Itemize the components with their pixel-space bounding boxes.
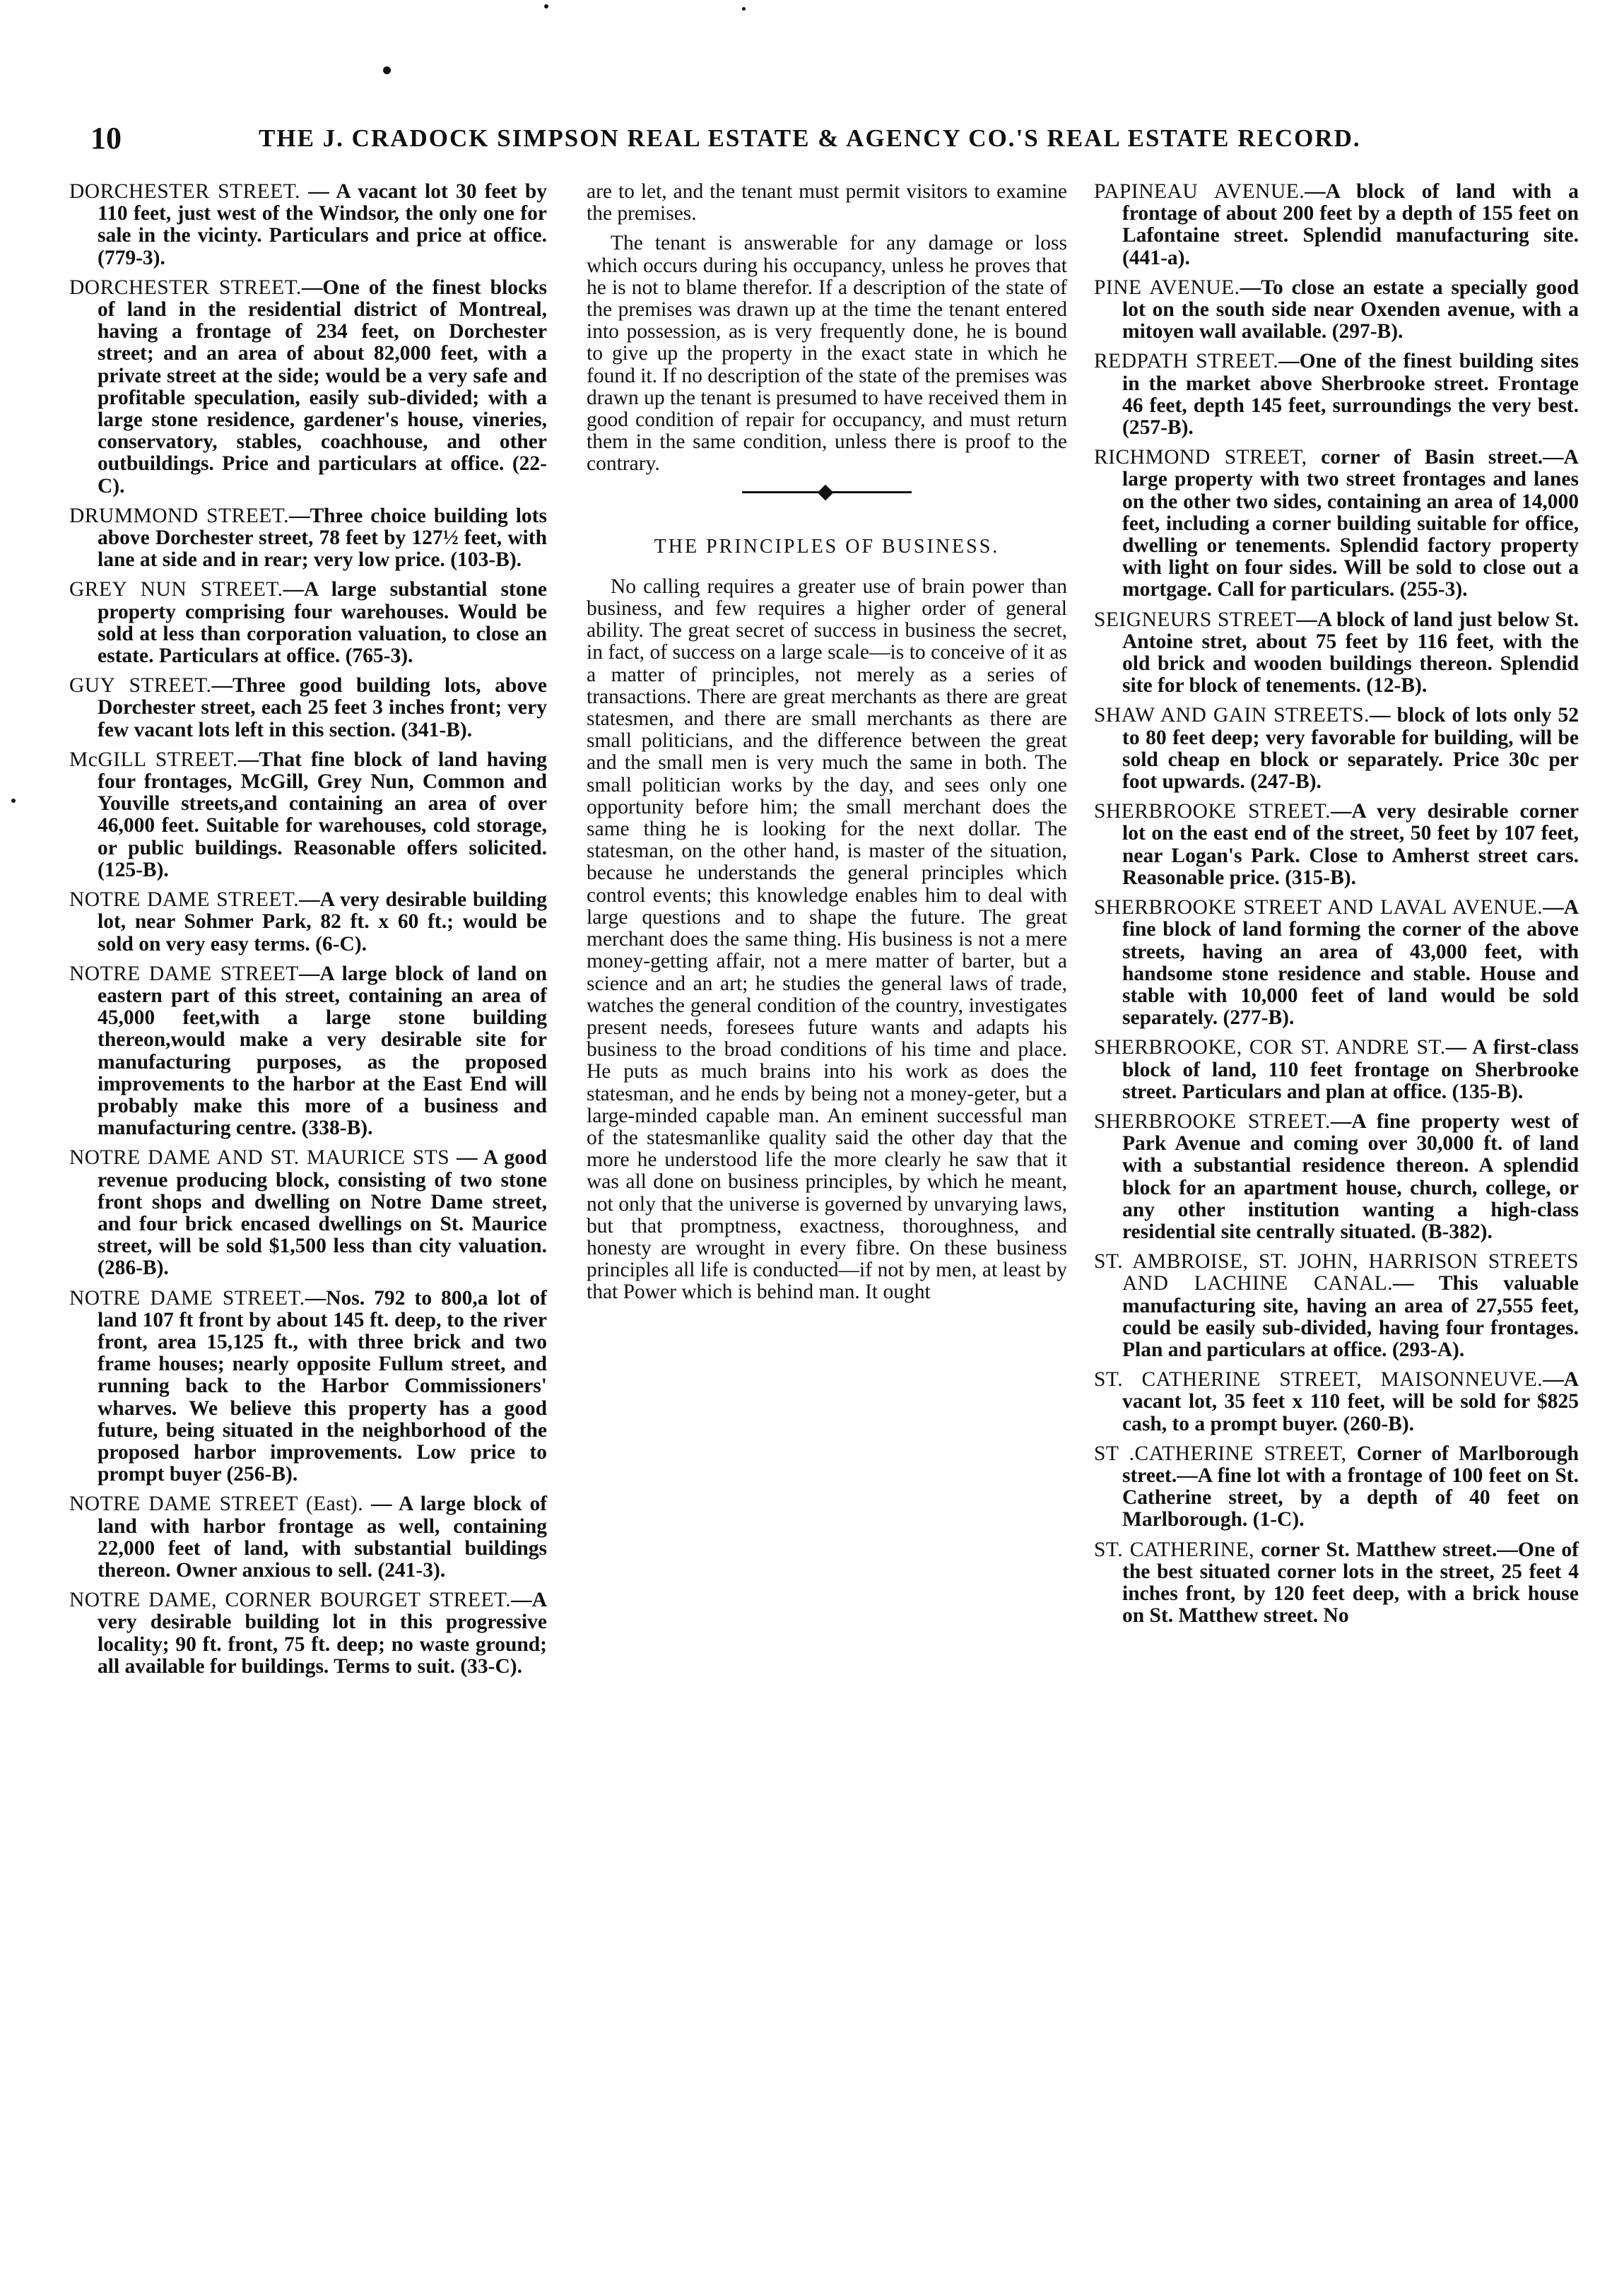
listing <box>69 579 547 667</box>
listing-heading: ST. AMBROISE, ST. JOHN, HARRISON STREETS AND LACHINE CANAL. <box>1094 1250 1579 1295</box>
listing-body: — This valuable manufacturing site, having an area of 27,555 feet, could be easily sub-divided, having four frontages. Plan and particulars at office. (293-A). <box>1122 1272 1579 1361</box>
listing-body: —A very desirable building lot, near Sohmer Park, 82 ft. x 60 ft.; would be sold on very easy terms. (6-C). <box>98 888 548 955</box>
ink-speck <box>742 7 746 11</box>
listing-body: —One of the finest building sites in the market above Sherbrooke street. Frontage 46 feet, depth 145 feet, surroundings the very best. (257-B). <box>1122 350 1579 440</box>
listing-heading: NOTRE DAME AND ST. MAURICE STS <box>69 1146 450 1170</box>
article-paragraph: No calling requires a greater use of brain power than business, and few requires a higher order of general ability. The great secret of success in business the secret, in fact, of success on a large scale—is to conceive of it as a matter of principles, not merely as a series of transactions. There are great merchants as there are great statesmen, and there are small merchants as there are small politicians, and the difference between the great and the small men is very much the same in both. The small politician works by the day, and sees only one opportunity before him; the small merchant does the same thing he is looking for the next dollar. The statesman, on the other hand, is master of the situation, because he understands the general principles which control events; this knowledge enables him to deal with large questions and to shape the future. The great merchant does the same thing. His business is not a mere money-getting affair, not a mere matter of barter, but a science and an art; he studies the general laws of trade, watches the general condition of the country, investigates present needs, foresees future wants and adapts his business to the broad conditions of his time and place. He puts as much brains into his work as does the statesman, and he ends by being not a money-geter, but a large-minded capable man. An eminent successful man of the statesmanlike quality said the other day that the more he understood life the more clearly he saw that it was all done on business principles, by which he meant, not only that the universe is governed by unvarying laws, but that promptness, exactness, thoroughness, and honesty are wrought in every fibre. On these business principles all life is conducted—if not by men, at least by that Power which is behind man. It ought <box>587 575 1067 1304</box>
listing-body: — A first-class block of land, 110 feet frontage on Sherbrooke street. Particulars and plan at office. (135-B). <box>1122 1036 1579 1103</box>
running-title: THE J. CRADOCK SIMPSON REAL ESTATE & AGENCY CO.'S REAL ESTATE RECORD. <box>259 124 1361 152</box>
listing-body: — block of lots only 52 to 80 feet deep; very favorable for building, will be sold cheap en block or separately. Price 30c per foot upwards. (247-B). <box>1122 704 1579 794</box>
listing-body: —To close an estate a specially good lot on the south side near Oxenden avenue, with a mitoyen wall available. (297-B). <box>1122 276 1579 343</box>
listing <box>69 1589 547 1678</box>
ink-speck <box>383 66 391 74</box>
listing-heading: ST. CATHERINE, <box>1094 1538 1254 1561</box>
listing-heading: NOTRE DAME STREET. <box>69 1286 305 1310</box>
listing <box>1094 609 1579 698</box>
listing-body: — A vacant lot 30 feet by 110 feet, just west of the Windsor, the only one for sale in the vicinty. Particulars and price at office. (779-3). <box>98 180 547 269</box>
listing-heading: DRUMMOND STREET. <box>69 504 289 527</box>
listing-heading: ST .CATHERINE STREET, <box>1094 1442 1347 1465</box>
listing-heading: PINE AVENUE. <box>1094 276 1240 299</box>
listing-heading: DORCHESTER STREET. <box>69 180 300 203</box>
listing-heading: SHERBROOKE STREET. <box>1094 1110 1331 1133</box>
listing-heading: SHERBROOKE STREET. <box>1094 800 1331 823</box>
listing <box>69 675 547 741</box>
listing <box>1094 705 1579 793</box>
listing <box>1094 1111 1579 1243</box>
listing <box>1094 1037 1579 1103</box>
listing-body: —A large block of land on eastern part of this street, containing an area of 45,000 feet,with a large stone building thereon,would make a very desirable site for manufacturing purposes, as the proposed improvements to the harbor at the East End will probably make this more of a business and manufacturing centre. (338-B). <box>98 962 548 1140</box>
listing <box>1094 1443 1579 1531</box>
column-left <box>69 181 547 1686</box>
article-title: THE PRINCIPLES OF BUSINESS. <box>654 535 1000 558</box>
continued-paragraph: are to let, and the tenant must permit visitors to examine the premises. <box>587 180 1067 225</box>
listing-body: —Three choice building lots above Dorchester street, 78 feet by 127½ feet, with lane at side and in rear; very low price. (103-B). <box>98 504 547 572</box>
column-right <box>1094 181 1579 1635</box>
listing <box>1094 351 1579 439</box>
listing-body: Corner of Marlborough street.—A fine lot with a frontage of 100 feet on St. Catherine street, by a depth of 40 feet on Marlborough. (1-C). <box>1122 1442 1579 1531</box>
listing <box>69 181 547 269</box>
listing-heading: NOTRE DAME, CORNER BOURGET STREET. <box>69 1589 512 1612</box>
listing <box>1094 897 1579 1029</box>
listing-body: — A large block of land with harbor frontage as well, containing 22,000 feet of land, with substantial buildings thereon. Owner anxious to sell. (241-3). <box>98 1493 548 1582</box>
page-header <box>90 120 1532 163</box>
listing-body: corner of Basin street.—A large property with two street frontages and lanes on the other two sides, containing an area of 14,000 feet, including a corner building suitable for office, dwelling or tenements. Splendid factory property with light on four sides. Will be sold to close out a mortgage. Call for particulars. (255-3). <box>1122 446 1579 601</box>
listing-body: —Nos. 792 to 800,a lot of land 107 ft front by about 145 ft. deep, to the river front, area 15,125 ft., with three brick and two frame houses; nearly opposite Fullum street, and running back to the Harbor Commissioners' wharves. We believe this property has a good future, being situated in the neighborhood of the proposed harbor improvements. Low price to prompt buyer (256-B). <box>98 1286 548 1486</box>
listing-body: —Three good building lots, above Dorchester street, each 25 feet 3 inches front; very few vacant lots left in this section. (341-B). <box>98 674 547 741</box>
listing-body: —A very desirable building lot in this progressive locality; 90 ft. front, 75 ft. deep; no waste ground; all available for buildings. Terms to suit. (33-C). <box>98 1589 547 1678</box>
listing <box>69 749 547 881</box>
listing <box>69 1493 547 1582</box>
listing-heading: McGILL STREET. <box>69 748 238 771</box>
listing <box>69 505 547 572</box>
listing-heading: GUY STREET. <box>69 674 212 698</box>
listing <box>1094 801 1579 889</box>
listing-heading: PAPINEAU AVENUE. <box>1094 180 1305 203</box>
listing-heading: REDPATH STREET. <box>1094 350 1279 373</box>
listing <box>1094 1369 1579 1435</box>
listing <box>69 1147 547 1279</box>
continued-paragraph: The tenant is answerable for any damage or loss which occurs during his occupancy, unless he proves that he is not to blame therefor. If a description of the state of the premises was drawn up at the time the tenant entered into possession, as is very frequently done, he is bound to give up the property in the exact state in which he found it. If no description of the state of the premises was drawn up the tenant is presumed to have received them in good condition of repair for occupancy, and must return them in the same condition, unless there is proof to the contrary. <box>587 232 1067 476</box>
listing-heading: SEIGNEURS STREET <box>1094 608 1297 631</box>
listing-heading: DORCHESTER STREET. <box>69 276 302 299</box>
listing-heading: NOTRE DAME STREET <box>69 962 299 985</box>
listing-heading: NOTRE DAME STREET. <box>69 888 300 912</box>
listing-body: —A block of land with a frontage of about 200 feet by a depth of 155 feet on Lafontaine street. Splendid manufacturing site. (441-a). <box>1122 180 1579 269</box>
ink-speck <box>11 799 16 803</box>
listing-body: corner St. Matthew street.—One of the best situated corner lots in the street, 25 feet 4 inches front, by 120 feet deep, with a brick house on St. Matthew street. No <box>1122 1538 1579 1628</box>
listing-heading: SHERBROOKE STREET AND LAVAL AVENUE. <box>1094 896 1543 919</box>
divider-ornament <box>818 484 834 500</box>
listing <box>69 1288 547 1486</box>
listing-body: —That fine block of land having four frontages, McGill, Grey Nun, Common and Youville streets,and containing an area of over 46,000 feet. Suitable for warehouses, cold storage, or public buildings. Reasonable offers solicited. (125-B). <box>98 748 547 881</box>
listing <box>1094 1539 1579 1628</box>
listing-body: —One of the finest blocks of land in the residential district of Montreal, having a frontage of 234 feet, on Dorchester street; and an area of about 82,000 feet, with a private street at the side; would be a very safe and profitable speculation, easily sub-divided; with a large stone residence, gardener's house, vineries, conservatory, stables, coachhouse, and other outbuildings. Price and particulars at office. (22-C). <box>98 276 547 498</box>
column-middle <box>587 181 1067 1312</box>
listing-body: —A large substantial stone property comprising four warehouses. Would be sold at less than corporation valuation, to close an estate. Particulars at office. (765-3). <box>98 578 547 668</box>
listing-heading: NOTRE DAME STREET (East). <box>69 1493 364 1516</box>
listing <box>1094 181 1579 269</box>
listing-heading: SHERBROOKE, COR ST. ANDRE ST. <box>1094 1036 1446 1059</box>
listing <box>1094 447 1579 601</box>
listing <box>69 277 547 498</box>
section-divider <box>742 491 912 493</box>
ink-speck <box>544 4 548 8</box>
listing-heading: RICHMOND STREET, <box>1094 446 1307 469</box>
listing-body: —A block of land just below St. Antoine stret, about 75 feet by 116 feet, with the old brick and wooden buildings thereon. Splendid site for block of tenements. (12-B). <box>1122 608 1579 698</box>
page-number: 10 <box>90 121 122 155</box>
listing-body: —A fine property west of Park Avenue and coming over 30,000 ft. of land with a substantial residence thereon. A splendid block for an apartment house, church, college, or any other institution wanting a high-class residential site centrally situated. (B-382). <box>1122 1110 1579 1243</box>
listing-body: —A vacant lot, 35 feet x 110 feet, will be sold for $825 cash, to a prompt buyer. (260-B). <box>1122 1368 1579 1435</box>
listing <box>1094 277 1579 343</box>
listing-heading: ST. CATHERINE STREET, MAISONNEUVE. <box>1094 1368 1543 1392</box>
listing-body: — A good revenue producing block, consisting of two stone front shops and dwelling on Notre Dame street, and four brick encased dwellings on St. Maurice street, will be sold $1,500 less than city valuation. (286-B). <box>98 1146 547 1280</box>
listing-heading: GREY NUN STREET. <box>69 578 283 601</box>
listing-body: —A fine block of land forming the corner of the above streets, having an area of 43,000 feet, with handsome stone residence and stable. House and stable with 10,000 feet of land would be sold separately. (277-B). <box>1122 896 1579 1030</box>
listing <box>69 963 547 1140</box>
listing-heading: SHAW AND GAIN STREETS. <box>1094 704 1370 727</box>
listing <box>69 889 547 955</box>
listing <box>1094 1251 1579 1361</box>
listing-body: —A very desirable corner lot on the east end of the street, 50 feet by 107 feet, near Logan's Park. Close to Amherst street cars. Reasonable price. (315-B). <box>1122 800 1579 889</box>
